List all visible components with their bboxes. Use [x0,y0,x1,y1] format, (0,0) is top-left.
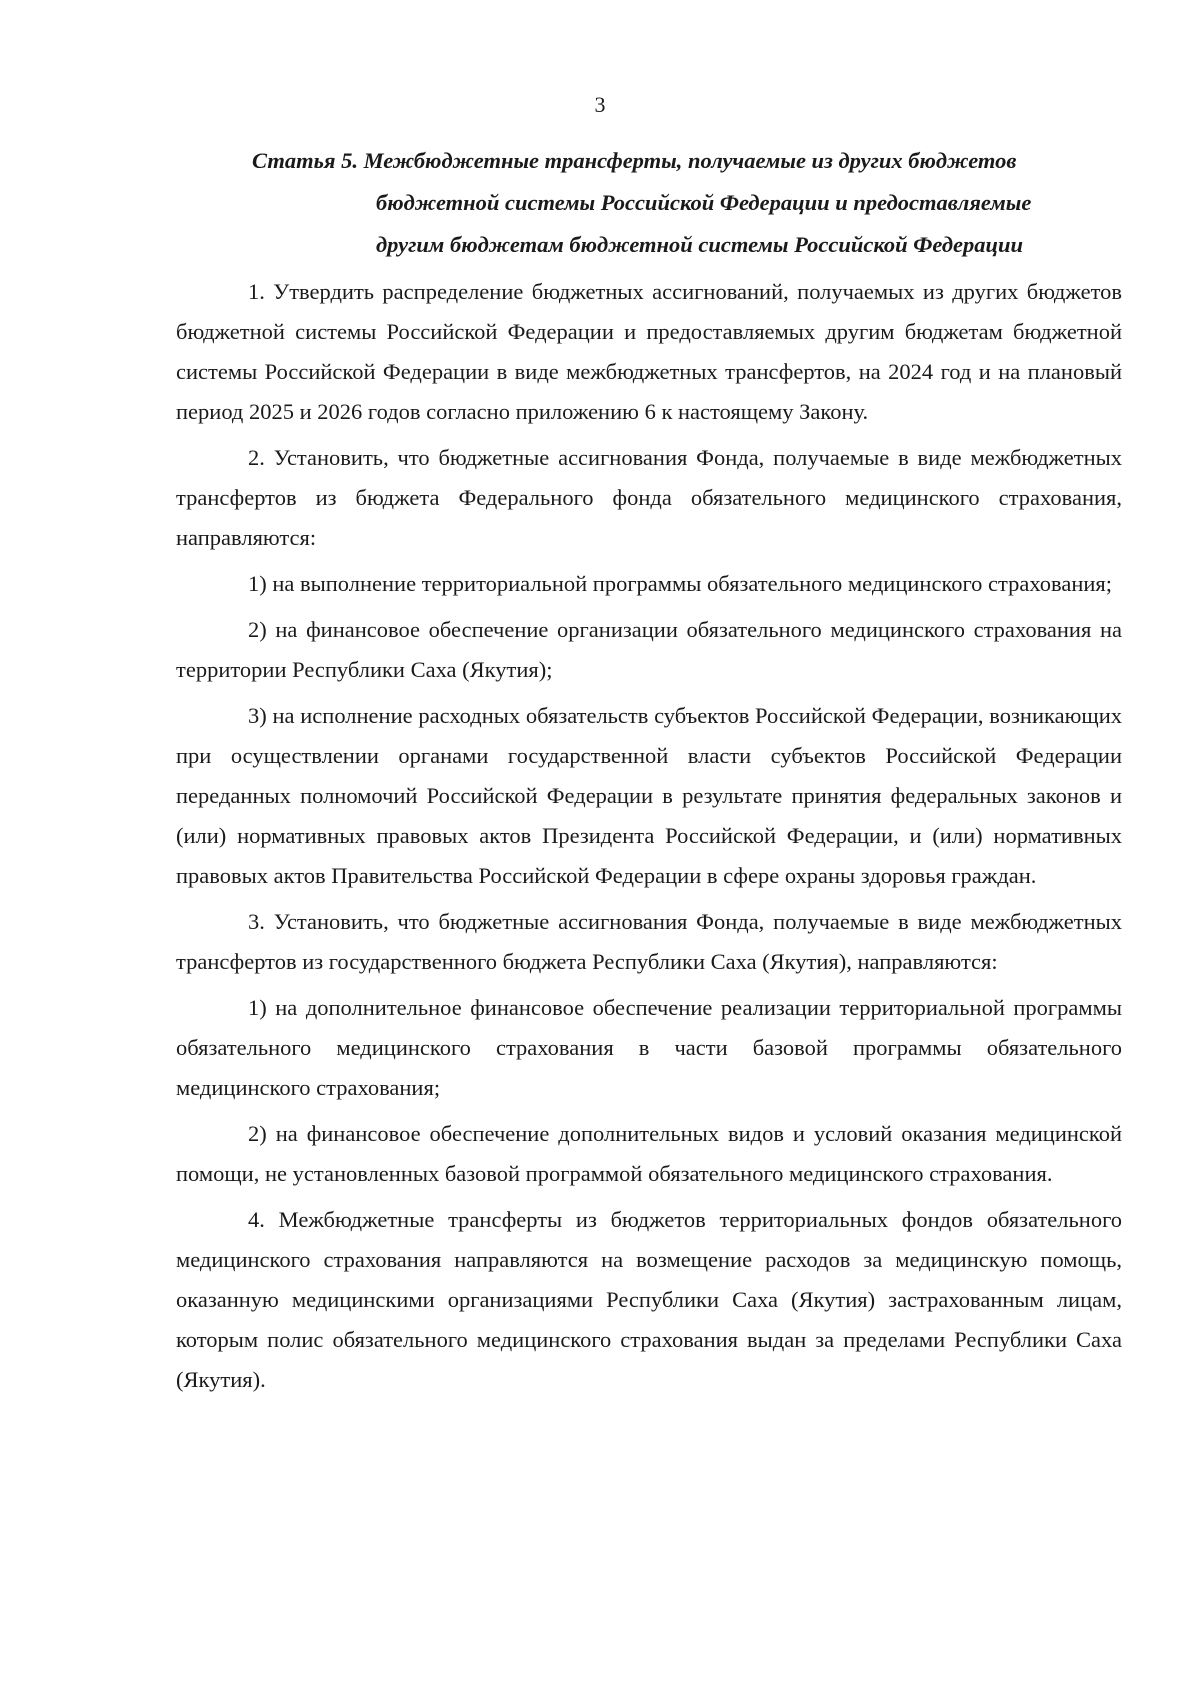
article-heading [252,140,1112,266]
paragraph-2: 2. Установить, что бюджетные ассигнования Фонда, получаемые в виде межбюджетных трансфертов из бюджета Федерального фонда обязательного медицинского страхования, направляются: [176,445,1122,550]
paragraph-4: 4. Межбюджетные трансферты из бюджетов территориальных фондов обязательного медицинского страхования направляются на возмещение расходов за медицинскую помощь, оказанную медицинскими организациями Республики Саха (Якутия) застрахованным лицам, которым полис обязательного медицинского страхования выдан за пределами Республики Саха (Якутия). [176,1207,1122,1392]
article-heading-line-1: Статья 5. Межбюджетные трансферты, получаемые из других бюджетов [252,148,1017,173]
article-heading-line-3: другим бюджетам бюджетной системы Российской Федерации [376,232,1024,257]
article-heading-line-2: бюджетной системы Российской Федерации и предоставляемые [376,190,1032,215]
paragraph-1: 1. Утвердить распределение бюджетных ассигнований, получаемых из других бюджетов бюджетной системы Российской Федерации и предоставляемых другим бюджетам бюджетной системы Российской Федерации в виде межбюджетных трансфертов, на 2024 год и на плановый период 2025 и 2026 годов согласно приложению 6 к настоящему Закону. [176,279,1122,424]
paragraph-3: 3. Установить, что бюджетные ассигнования Фонда, получаемые в виде межбюджетных трансфертов из государственного бюджета Республики Саха (Якутия), направляются: [176,909,1122,974]
paragraph-3-item-2: 2) на финансовое обеспечение дополнительных видов и условий оказания медицинской помощи, не установленных базовой программой обязательного медицинского страхования. [176,1121,1122,1186]
article-body [176,272,1122,1406]
page-number: 3 [594,92,606,117]
paragraph-2-item-2: 2) на финансовое обеспечение организации обязательного медицинского страхования на территории Республики Саха (Якутия); [176,617,1122,682]
paragraph-2-item-1: 1) на выполнение территориальной программы обязательного медицинского страхования; [248,571,1112,596]
paragraph-3-item-1: 1) на дополнительное финансовое обеспечение реализации территориальной программы обязательного медицинского страхования в части базовой программы обязательного медицинского страхования; [176,995,1122,1100]
paragraph-2-item-3: 3) на исполнение расходных обязательств субъектов Российской Федерации, возникающих при осуществлении органами государственной власти субъектов Российской Федерации переданных полномочий Российской Федерации в результате принятия федеральных законов и (или) нормативных правовых актов Президента Российской Федерации, и (или) нормативных правовых актов Правительства Российской Федерации в сфере охраны здоровья граждан. [176,703,1122,888]
